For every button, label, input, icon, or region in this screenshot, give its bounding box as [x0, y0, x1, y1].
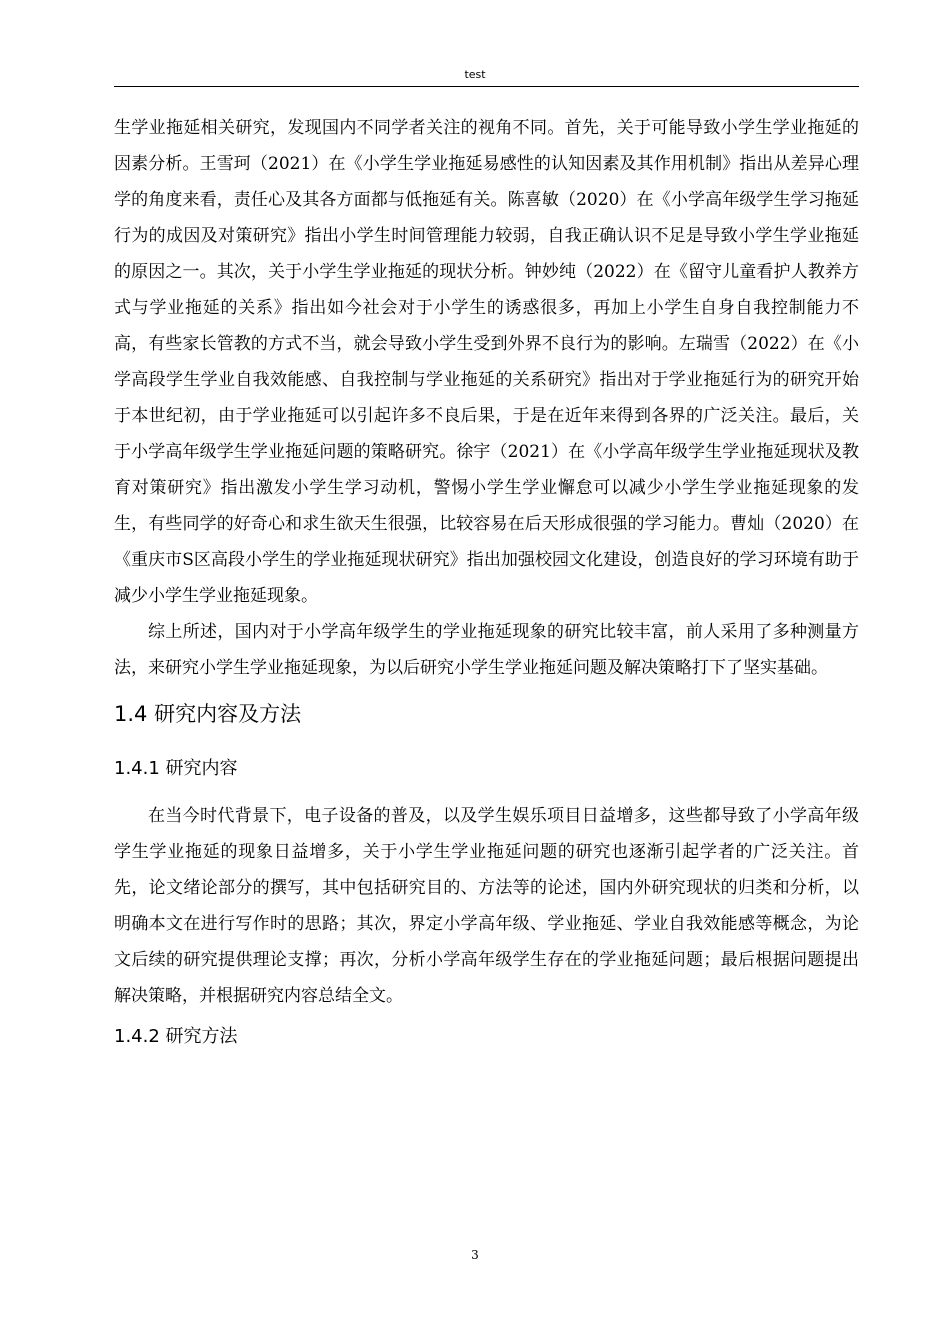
document-body: [114, 110, 859, 1066]
page-header-text: test: [464, 68, 486, 81]
section-heading-research-content-and-methods: 1.4 研究内容及方法: [114, 702, 302, 726]
paragraph-literature-review: 生学业拖延相关研究，发现国内不同学者关注的视角不同。首先，关于可能导致小学生学业拖延的因素分析。王雪珂（2021）在《小学生学业拖延易感性的认知因素及其作用机制》指出从差异心理学的角度来看，责任心及其各方面都与低拖延有关。陈喜敏（2020）在《小学高年级学生学习拖延行为的成因及对策研究》指出小学生时间管理能力较弱，自我正确认识不足是导致小学生学业拖延的原因之一。其次，关于小学生学业拖延的现状分析。钟妙纯（2022）在《留守儿童看护人教养方式与学业拖延的关系》指出如今社会对于小学生的诱惑很多，再加上小学生自身自我控制能力不高，有些家长管教的方式不当，就会导致小学生受到外界不良行为的影响。左瑞雪（2022）在《小学高段学生学业自我效能感、自我控制与学业拖延的关系研究》指出对于学业拖延行为的研究开始于本世纪初，由于学业拖延可以引起许多不良后果，于是在近年来得到各界的广泛关注。最后，关于小学高年级学生学业拖延问题的策略研究。徐宇（2021）在《小学高年级学生学业拖延现状及教育对策研究》指出激发小学生学习动机，警惕小学生学业懈怠可以减少小学生学业拖延现象的发生，有些同学的好奇心和求生欲天生很强，比较容易在后天形成很强的学习能力。曹灿（2020）在《重庆市S区高段小学生的学业拖延现状研究》指出加强校园文化建设，创造良好的学习环境有助于减少小学生学业拖延现象。: [114, 118, 859, 606]
paragraph-summary: 综上所述，国内对于小学高年级学生的学业拖延现象的研究比较丰富，前人采用了多种测量方法，来研究小学生学业拖延现象，为以后研究小学生学业拖延问题及解决策略打下了坚实基础。: [114, 622, 859, 678]
subsection-heading-research-content: 1.4.1 研究内容: [114, 758, 238, 779]
header-divider: [114, 86, 859, 87]
subsection-heading-research-methods: 1.4.2 研究方法: [114, 1026, 238, 1047]
page-number: 3: [471, 1248, 479, 1262]
paragraph-research-content: 在当今时代背景下，电子设备的普及，以及学生娱乐项目日益增多，这些都导致了小学高年级学生学业拖延的现象日益增多，关于小学生学业拖延问题的研究也逐渐引起学者的广泛关注。首先，论文绪论部分的撰写，其中包括研究目的、方法等的论述，国内外研究现状的归类和分析，以明确本文在进行写作时的思路；其次，界定小学高年级、学业拖延、学业自我效能感等概念，为论文后续的研究提供理论支撑；再次，分析小学高年级学生存在的学业拖延问题；最后根据问题提出解决策略，并根据研究内容总结全文。: [114, 806, 859, 1006]
